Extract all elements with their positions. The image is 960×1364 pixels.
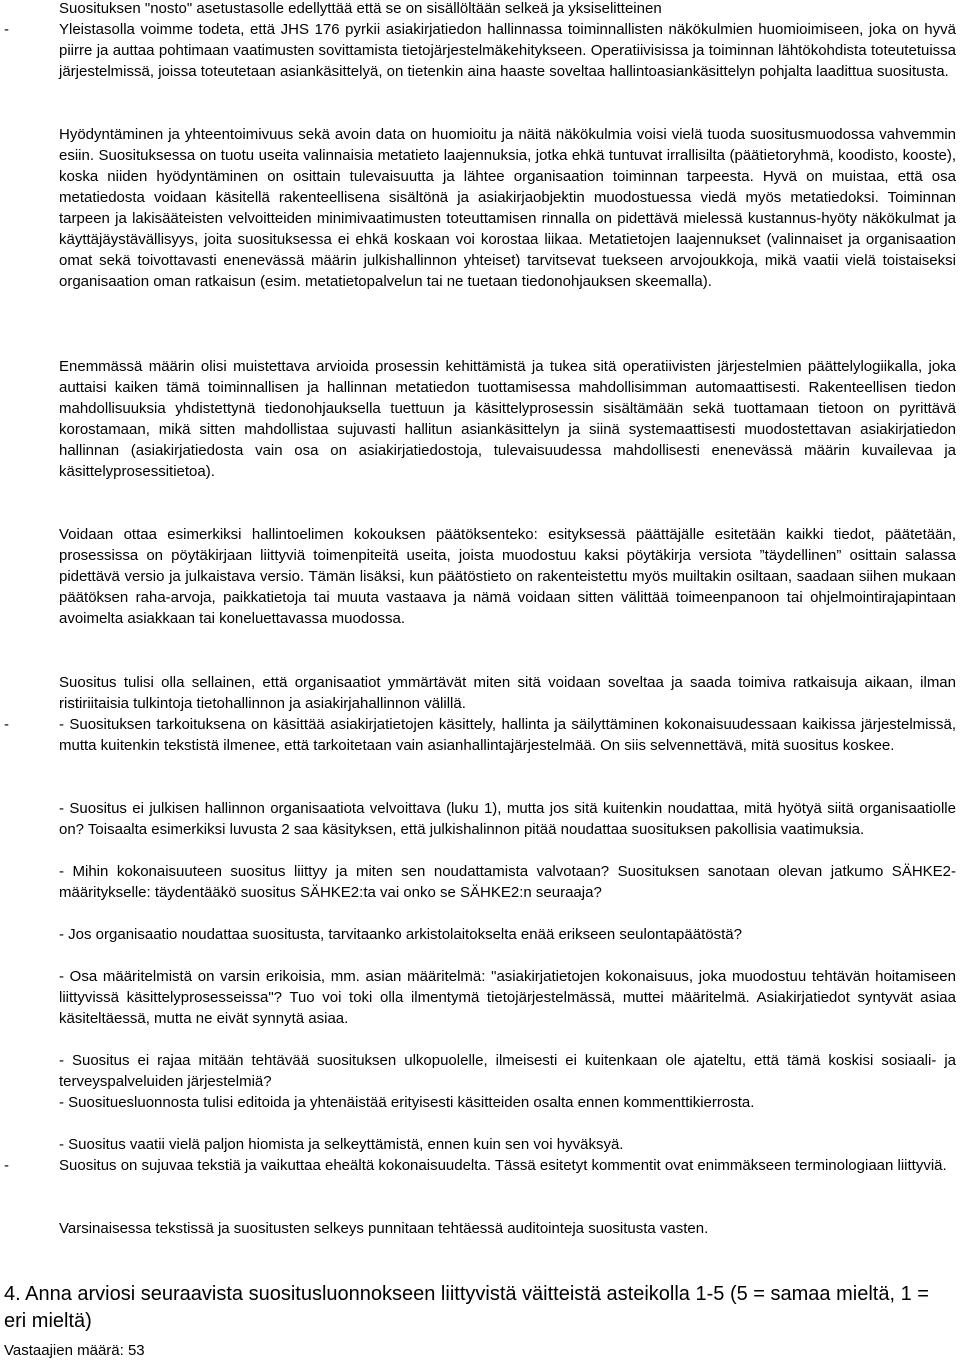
paragraph-block-3 xyxy=(0,356,956,482)
paragraph-block-4 xyxy=(0,524,956,629)
paragraph-10: - Osa määritelmistä on varsin erikoisia, mm. asian määritelmä: "asiakirjatietojen kokonaisuus, joka muodostuu tehtävän hoitamiseen liittyvissä käsittelyprosesseissa"? Tuo voi toki olla ilmentymä tietojärjestelmässä, muttei määritelmä. Asiakirjatiedot syntyvät asiaa käsiteltäessä, mutta ne eivät synnytä asiaa. xyxy=(59,968,956,1027)
paragraph-block-13 xyxy=(0,1134,956,1155)
paragraph-block-12 xyxy=(0,1092,956,1113)
paragraph-1: Yleistasolla voimme todeta, että JHS 176 pyrkii asiakirjatiedon hallinnassa toiminnallisten näkökulmien huomioimiseen, joka on hyvä piirre ja auttaa pohtimaan vaatimusten sovittamista tietojärjestelmäkehitykseen. Operatiivisissa ja toiminnan lähtökohdista toteutetuissa järjestelmissä, joissa toteutetaan asiankäsittelyä, on tietenkin aina haaste soveltaa hallintoasiankäsittelyn pohjalta laadittua suositusta. xyxy=(59,21,956,80)
paragraph-block-7 xyxy=(0,798,956,840)
intro-line: Suosituksen "nosto" asetustasolle edellyttää että se on sisällöltään selkeä ja yksiselitteinen xyxy=(59,0,662,17)
paragraph-12: - Suosituesluonnosta tulisi editoida ja yhtenäistää erityisesti käsitteiden osalta ennen kommenttikierrosta. xyxy=(59,1094,755,1111)
bullet-dash: - xyxy=(4,21,9,38)
bullet-dash: - xyxy=(4,1157,9,1174)
paragraph-3: Enemmässä määrin olisi muistettava arvioida prosessin kehittämistä ja tukea sitä operatiivisten järjestelmien päättelylogiikalla, joka auttaisi kaiken tämä toiminnallisen ja hallinnan metatiedon tuottamisessa mahdollisimman automaattisesti. Rakenteellisen tiedon mahdollisuuksia yhdistettynä tiedonohjauksella tuettuun ja käsittelyprosessin sisältämään sekä tuottamaan tietoon on pyrittävä korostamaan, mikä sitten mahdollistaa sujuvasti hallitun asiankäsittelyn ja siinä systemaattisesti muodostettavan asiakirjatiedon hallinnan (asiakirjatiedosta vain osa on asiakirjatiedostoja, tulevaisuudessa mahdollisesti enenevässä määrin kuvailevaa ja käsittelyprosessitietoa). xyxy=(59,358,956,480)
paragraph-11: - Suositus ei rajaa mitään tehtävää suosituksen ulkopuolelle, ilmeisesti ei kuitenkaan ole ajateltu, että tämä koskisi sosiaali- ja terveyspalveluiden järjestelmiä? xyxy=(59,1052,956,1090)
bullet-block-3 xyxy=(0,1155,956,1176)
paragraph-block-10 xyxy=(0,966,956,1029)
respondent-count: Vastaajien määrä: 53 xyxy=(4,1342,145,1359)
paragraph-6: - Suosituksen tarkoituksena on käsittää asiakirjatietojen käsittely, hallinta ja säilyttäminen kokonaisuudessaan kaikissa järjestelmissä, mutta kuitenkin tekstistä ilmenee, että tarkoitetaan vain asianhallintajärjestelmää. On siis selvennettävä, mitä suositus koskee. xyxy=(59,716,956,754)
paragraph-5: Suositus tulisi olla sellainen, että organisaatiot ymmärtävät miten sitä voidaan soveltaa ja saada toimiva ratkaisuja aikaan, ilman ristiriitaisia tulkintoja tietohallinnon ja asiakirjahallinnon välillä. xyxy=(59,674,956,712)
paragraph-block-5 xyxy=(0,672,956,714)
paragraph-4: Voidaan ottaa esimerkiksi hallintoelimen kokouksen päätöksenteko: esityksessä päättäjälle esitetään kaikki tiedot, päätetään, prosessissa on pöytäkirjaan liittyviä toimenpiteitä useita, joista muodostuu kaksi pöytäkirja versiota ”täydellinen” osittain salassa pidettävä versio ja julkaistava versio. Tämän lisäksi, kun päätöstieto on rakenteistettu myös muiltakin osiltaan, saadaan siihen mukaan päätöksen raha-arvoja, paikkatietoja tai muuta vastaava ja nämä voidaan sitten välittää toimeenpanoon tai ohjelmointirajapintaan avoimelta asiakkaan tai koneluettavassa muodossa. xyxy=(59,526,956,627)
question-title: 4. Anna arviosi seuraavista suositusluonnokseen liittyvistä väitteistä asteikolla 1-5 (5 = samaa mieltä, 1 = eri mieltä) xyxy=(4,1283,929,1332)
paragraph-15: Varsinaisessa tekstissä ja suositusten selkeys punnitaan tehtäessä auditointeja suositusta vasten. xyxy=(59,1220,709,1237)
paragraph-7: - Suositus ei julkisen hallinnon organisaatiota velvoittava (luku 1), mutta jos sitä kuitenkin noudattaa, mitä hyötyä siitä organisaatiolle on? Toisaalta esimerkiksi luvusta 2 saa käsityksen, että julkishalinnon pitää noudattaa suosituksen pakollisia vaatimuksia. xyxy=(59,800,956,838)
bullet-block-2 xyxy=(0,714,956,756)
paragraph-block-8 xyxy=(0,861,956,903)
paragraph-2: Hyödyntäminen ja yhteentoimivuus sekä avoin data on huomioitu ja näitä näkökulmia voisi vielä tuoda suositusmuodossa vahvemmin esiin. Suosituksessa on tuotu useita valinnaisia metatieto laajennuksia, jotka ehkä tuntuvat irrallisilta (päätietoryhmä, koodisto, kooste), koska niiden hyödyntäminen on osittain tulevaisuutta ja lähtee organisaation toiminnan tarpeesta. Hyvä on muistaa, että osa metatiedosta voidaan käsitellä rakenteellisena sisältönä ja asiakirjaobjektin muodostuessa viedä myös metatiedoksi. Toiminnan tarpeen ja lakisääteisten velvoitteiden minimivaatimusten toteuttamisen rinnalla on pidettävä mielessä kustannus-hyöty näkökulmat ja käyttäjäystävällisyys, joita suosituksessa ei ehkä koskaan voi korostaa liikaa. Metatietojen laajennukset (valinnaiset ja organisaation omat sekä toivottavasti enenevässä määrin julkishallinnon yhteiset) tarvitsevat tuekseen arvojoukkoja, mikä vaatii vielä toistaiseksi organisaation oman ratkaisun (esim. metatietopalvelun tai ne tuetaan tiedonohjauksen skeemalla). xyxy=(59,126,956,290)
paragraph-block-15 xyxy=(0,1218,956,1239)
paragraph-14: Suositus on sujuvaa tekstiä ja vaikuttaa eheältä kokonaisuudelta. Tässä esitetyt kommentit ovat enimmäkseen terminologiaan liittyviä. xyxy=(59,1157,947,1174)
paragraph-block-11 xyxy=(0,1050,956,1092)
bullet-block-1 xyxy=(0,19,956,82)
paragraph-8: - Mihin kokonaisuuteen suositus liittyy ja miten sen noudattamista valvotaan? Suosituksen sanotaan olevan jatkumo SÄHKE2-määritykselle: täydentääkö suositus SÄHKE2:ta vai onko se SÄHKE2:n seuraaja? xyxy=(59,863,956,901)
bullet-dash: - xyxy=(4,716,9,733)
paragraph-13: - Suositus vaatii vielä paljon hiomista ja selkeyttämistä, ennen kuin sen voi hyväksyä. xyxy=(59,1136,624,1153)
intro-block xyxy=(0,0,956,19)
paragraph-9: - Jos organisaatio noudattaa suositusta, tarvitaanko arkistolaitokselta enää erikseen seulontapäätöstä? xyxy=(59,926,742,943)
paragraph-block-9 xyxy=(0,924,956,945)
paragraph-block-2 xyxy=(0,124,956,292)
